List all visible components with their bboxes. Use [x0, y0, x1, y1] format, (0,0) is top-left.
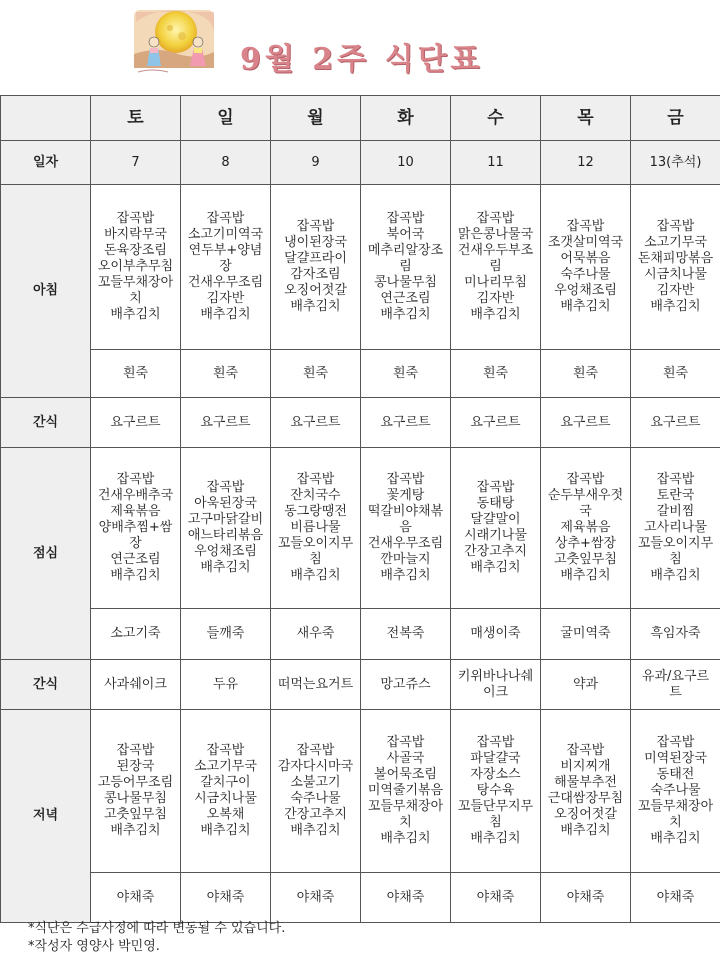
menu-item: 고춧잎무침	[104, 807, 167, 822]
menu-item: 배추김치	[560, 299, 611, 314]
lunch-cell-sat	[91, 448, 181, 609]
snack1-sat: 요구르트	[91, 398, 181, 448]
page-title: 9월 2주 식단표	[240, 42, 484, 77]
menu-item: 소고기무국	[644, 235, 707, 250]
menu-item: 감자조림	[290, 267, 341, 282]
date-sun: 8	[181, 141, 271, 185]
menu-item: 갈비찜	[656, 504, 695, 519]
snack2-mon: 떠먹는요거트	[271, 660, 361, 710]
snack2-sat: 사과쉐이크	[91, 660, 181, 710]
menu-item: 바지락무국	[104, 227, 167, 242]
dinner-cell-mon	[271, 710, 361, 873]
menu-item: 달걀프라이	[284, 251, 347, 266]
chuseok-logo	[128, 2, 220, 78]
menu-item: 배추김치	[470, 560, 521, 575]
menu-item: 잡곡밥	[656, 735, 695, 750]
menu-item: 꼬들단무지무	[457, 799, 534, 814]
menu-item: 고등어무조림	[97, 775, 174, 790]
dinner_porridge-wed: 야채죽	[451, 873, 541, 923]
breakfast-cell-thu	[541, 185, 631, 350]
menu-item: 배추김치	[110, 823, 161, 838]
menu-item: 연근조림	[380, 291, 431, 306]
menu-item: 장	[129, 536, 142, 551]
menu-item: 미역된장국	[644, 751, 707, 766]
menu-item: 잔치국수	[290, 488, 341, 503]
menu-item: 어묵볶음	[560, 251, 611, 266]
menu-item: 동태탕	[476, 496, 515, 511]
breakfast_porridge-wed: 흰죽	[451, 350, 541, 398]
snack1-thu: 요구르트	[541, 398, 631, 448]
menu-item: 잡곡밥	[296, 472, 335, 487]
breakfast_porridge-tue: 흰죽	[361, 350, 451, 398]
table-row	[1, 141, 720, 185]
menu-item: 비지찌개	[560, 759, 611, 774]
table-row	[1, 710, 720, 873]
menu-item: 된장국	[116, 759, 155, 774]
menu-item: 잡곡밥	[476, 211, 515, 226]
menu-item: 갈치구이	[200, 775, 251, 790]
breakfast-cell-tue	[361, 185, 451, 350]
menu-item: 잡곡밥	[476, 735, 515, 750]
day-header-tue: 화	[361, 96, 451, 141]
dinner-cell-sun	[181, 710, 271, 873]
menu-item: 상추+쌈장	[554, 536, 617, 551]
menu-item: 순두부새우젓	[547, 488, 624, 503]
snack-line: 키위바나나쉐	[457, 668, 534, 684]
table-row	[1, 448, 720, 609]
menu-item: 깐마늘지	[380, 552, 431, 567]
menu-item: 돈육장조림	[104, 243, 167, 258]
lunch-cell-sun	[181, 448, 271, 609]
breakfast_porridge-fri: 흰죽	[631, 350, 720, 398]
menu-item: 토란국	[656, 488, 695, 503]
menu-item: 잡곡밥	[566, 743, 605, 758]
menu-item: 숙주나물	[560, 267, 611, 282]
menu-item: 파달걀국	[470, 751, 521, 766]
day-header-fri: 금	[631, 96, 720, 141]
menu-item: 건새우두부조	[457, 243, 534, 258]
table-row	[1, 350, 720, 398]
footer-note-supply: *식단은 수급사정에 따라 변동될 수 있습니다.	[28, 921, 286, 936]
menu-item: 제육볶음	[560, 520, 611, 535]
menu-item: 배추김치	[650, 299, 701, 314]
menu-item: 김자반	[476, 291, 515, 306]
menu-item: 자장소스	[470, 767, 521, 782]
menu-item: 림	[399, 259, 412, 274]
breakfast-cell-mon	[271, 185, 361, 350]
snack2-sun: 두유	[181, 660, 271, 710]
snack1-tue: 요구르트	[361, 398, 451, 448]
snack1-mon: 요구르트	[271, 398, 361, 448]
menu-item: 배추김치	[560, 823, 611, 838]
menu-item: 배추김치	[110, 568, 161, 583]
dinner-cell-thu	[541, 710, 631, 873]
menu-item: 배추김치	[290, 299, 341, 314]
menu-item: 침	[669, 552, 682, 567]
menu-item: 오징어젓갈	[554, 807, 617, 822]
table-row	[1, 873, 720, 923]
menu-item: 시금치나물	[644, 267, 707, 282]
lunch-cell-mon	[271, 448, 361, 609]
menu-item: 배추김치	[650, 568, 701, 583]
date-sat: 7	[91, 141, 181, 185]
lunch_porridge-sat: 소고기죽	[91, 609, 181, 660]
lunch-cell-tue	[361, 448, 451, 609]
menu-item: 간장고추지	[284, 807, 347, 822]
lunch_porridge-fri: 흑임자죽	[631, 609, 720, 660]
menu-item: 콩나물무침	[104, 791, 167, 806]
menu-item: 꼬들무채장아	[637, 799, 714, 814]
menu-item: 시금치나물	[194, 791, 257, 806]
breakfast-cell-wed	[451, 185, 541, 350]
date-thu: 12	[541, 141, 631, 185]
dinner_porridge-tue: 야채죽	[361, 873, 451, 923]
menu-item: 배추김치	[200, 307, 251, 322]
menu-item: 잡곡밥	[206, 743, 245, 758]
menu-item: 잡곡밥	[656, 219, 695, 234]
day-header-mon: 월	[271, 96, 361, 141]
breakfast-cell-sun	[181, 185, 271, 350]
menu-item: 치	[129, 291, 142, 306]
snack-line: 트	[669, 684, 682, 700]
date-tue: 10	[361, 141, 451, 185]
dinner-cell-sat	[91, 710, 181, 873]
date-wed: 11	[451, 141, 541, 185]
menu-item: 소불고기	[290, 775, 341, 790]
menu-item: 숙주나물	[650, 783, 701, 798]
menu-item: 김자반	[656, 283, 695, 298]
menu-item: 잡곡밥	[116, 743, 155, 758]
lunch_porridge-sun: 들깨죽	[181, 609, 271, 660]
menu-item: 잡곡밥	[296, 743, 335, 758]
menu-item: 침	[309, 552, 322, 567]
breakfast-cell-fri	[631, 185, 720, 350]
dinner-cell-tue	[361, 710, 451, 873]
menu-item: 잡곡밥	[116, 211, 155, 226]
menu-item: 음	[399, 520, 412, 535]
menu-item: 꽃게탕	[386, 488, 425, 503]
menu-item: 볼어묵조림	[374, 767, 437, 782]
menu-item: 침	[489, 815, 502, 830]
menu-item: 치	[399, 815, 412, 830]
menu-item: 잡곡밥	[386, 211, 425, 226]
menu-item: 고춧잎무침	[554, 552, 617, 567]
menu-item: 우엉채조림	[194, 544, 257, 559]
menu-item: 배추김치	[380, 831, 431, 846]
menu-item: 배추김치	[470, 831, 521, 846]
menu-item: 배추김치	[200, 560, 251, 575]
menu-item: 조갯살미역국	[547, 235, 624, 250]
breakfast_porridge-mon: 흰죽	[271, 350, 361, 398]
footer-note-author: *작성자 영양사 박민영.	[28, 939, 160, 954]
menu-item: 잡곡밥	[206, 211, 245, 226]
menu-item: 사골국	[386, 751, 425, 766]
header	[0, 0, 720, 95]
date-mon: 9	[271, 141, 361, 185]
menu-item: 숙주나물	[290, 791, 341, 806]
menu-item: 근대쌈장무침	[547, 791, 624, 806]
day-header-wed: 수	[451, 96, 541, 141]
dinner_porridge-thu: 야채죽	[541, 873, 631, 923]
dinner_porridge-mon: 야채죽	[271, 873, 361, 923]
menu-item: 애느타리볶음	[187, 528, 264, 543]
menu-item: 장	[219, 259, 232, 274]
menu-item: 연두부+양념	[188, 243, 263, 258]
row-label-date: 일자	[1, 141, 91, 185]
row-label-snack2: 간식	[1, 660, 91, 710]
lunch_porridge-tue: 전복죽	[361, 609, 451, 660]
footer-notes	[28, 920, 285, 956]
menu-item: 배추김치	[380, 568, 431, 583]
menu-item: 간장고추지	[464, 544, 527, 559]
row-label-lunch: 점심	[1, 448, 91, 660]
dinner-cell-wed	[451, 710, 541, 873]
lunch_porridge-thu: 굴미역죽	[541, 609, 631, 660]
day-header-sun: 일	[181, 96, 271, 141]
menu-item: 미나리무침	[464, 275, 527, 290]
lunch_porridge-mon: 새우죽	[271, 609, 361, 660]
menu-item: 잡곡밥	[566, 472, 605, 487]
menu-item: 치	[669, 815, 682, 830]
row-label-dinner: 저녁	[1, 710, 91, 923]
dinner-cell-fri	[631, 710, 720, 873]
snack2-thu: 약과	[541, 660, 631, 710]
menu-item: 배추김치	[110, 307, 161, 322]
menu-item: 연근조림	[110, 552, 161, 567]
menu-item: 꼬들오이지무	[637, 536, 714, 551]
menu-item: 잡곡밥	[386, 472, 425, 487]
table-row	[1, 609, 720, 660]
menu-item: 콩나물무침	[374, 275, 437, 290]
corner-cell	[1, 96, 91, 141]
menu-item: 잡곡밥	[116, 472, 155, 487]
menu-item: 배추김치	[650, 831, 701, 846]
row-label-breakfast: 아침	[1, 185, 91, 398]
breakfast_porridge-sun: 흰죽	[181, 350, 271, 398]
dinner_porridge-fri: 야채죽	[631, 873, 720, 923]
menu-item: 북어국	[386, 227, 425, 242]
menu-item: 돈채피망볶음	[637, 251, 714, 266]
menu-item: 고구마닭갈비	[187, 512, 264, 527]
menu-item: 국	[579, 504, 592, 519]
lunch-cell-fri	[631, 448, 720, 609]
menu-item: 양배추찜+쌈	[98, 520, 173, 535]
lunch_porridge-wed: 매생이죽	[451, 609, 541, 660]
menu-item: 시래기나물	[464, 528, 527, 543]
menu-item: 감자다시마국	[277, 759, 354, 774]
menu-item: 탕수육	[476, 783, 515, 798]
menu-item: 아욱된장국	[194, 496, 257, 511]
snack1-sun: 요구르트	[181, 398, 271, 448]
menu-item: 맑은콩나물국	[457, 227, 534, 242]
menu-item: 배추김치	[200, 823, 251, 838]
menu-item: 꼬들무채장아	[367, 799, 444, 814]
menu-item: 림	[489, 259, 502, 274]
table-row	[1, 660, 720, 710]
menu-item: 오복채	[206, 807, 245, 822]
menu-item: 꼬들오이지무	[277, 536, 354, 551]
breakfast_porridge-thu: 흰죽	[541, 350, 631, 398]
menu-item: 건새우무조림	[187, 275, 264, 290]
menu-item: 잡곡밥	[476, 480, 515, 495]
menu-item: 메추리알장조	[367, 243, 444, 258]
menu-item: 동그랑땡전	[284, 504, 347, 519]
breakfast-cell-sat	[91, 185, 181, 350]
row-label-snack1: 간식	[1, 398, 91, 448]
menu-item: 미역줄기볶음	[367, 783, 444, 798]
menu-item: 해물부추전	[554, 775, 617, 790]
snack-line: 유과/요구르	[641, 668, 710, 684]
menu-item: 잡곡밥	[386, 735, 425, 750]
menu-item: 건새우무조림	[367, 536, 444, 551]
dinner_porridge-sun: 야채죽	[181, 873, 271, 923]
dinner_porridge-sat: 야채죽	[91, 873, 181, 923]
menu-item: 떡갈비야채볶	[367, 504, 444, 519]
menu-item: 배추김치	[560, 568, 611, 583]
menu-item: 배추김치	[470, 307, 521, 322]
menu-item: 배추김치	[380, 307, 431, 322]
snack1-fri: 요구르트	[631, 398, 720, 448]
day-header-sat: 토	[91, 96, 181, 141]
menu-item: 배추김치	[290, 568, 341, 583]
menu-item: 잡곡밥	[566, 219, 605, 234]
menu-item: 오이부추무침	[97, 259, 174, 274]
menu-item: 소고기미역국	[187, 227, 264, 242]
menu-item: 건새우배추국	[97, 488, 174, 503]
menu-item: 잡곡밥	[206, 480, 245, 495]
menu-item: 우엉채조림	[554, 283, 617, 298]
menu-item: 배추김치	[290, 823, 341, 838]
snack2-fri	[631, 660, 720, 710]
date-fri: 13(추석)	[631, 141, 720, 185]
menu-item: 냉이된장국	[284, 235, 347, 250]
menu-item: 잡곡밥	[296, 219, 335, 234]
lunch-cell-thu	[541, 448, 631, 609]
snack-line: 이크	[482, 684, 509, 700]
breakfast_porridge-sat: 흰죽	[91, 350, 181, 398]
menu-item: 제육볶음	[110, 504, 161, 519]
snack2-tue: 망고쥬스	[361, 660, 451, 710]
table-row	[1, 398, 720, 448]
menu-item: 꼬들무채장아	[97, 275, 174, 290]
table-row	[1, 96, 720, 141]
snack1-wed: 요구르트	[451, 398, 541, 448]
lunch-cell-wed	[451, 448, 541, 609]
menu-item: 소고기무국	[194, 759, 257, 774]
menu-item: 비름나물	[290, 520, 341, 535]
menu-item: 잡곡밥	[656, 472, 695, 487]
table-row	[1, 185, 720, 350]
snack2-wed	[451, 660, 541, 710]
menu-item: 오징어젓갈	[284, 283, 347, 298]
menu-item: 달걀말이	[470, 512, 521, 527]
menu-item: 동태전	[656, 767, 695, 782]
menu-item: 고사리나물	[644, 520, 707, 535]
menu-item: 김자반	[206, 291, 245, 306]
meal-plan-table	[0, 95, 720, 923]
day-header-thu: 목	[541, 96, 631, 141]
